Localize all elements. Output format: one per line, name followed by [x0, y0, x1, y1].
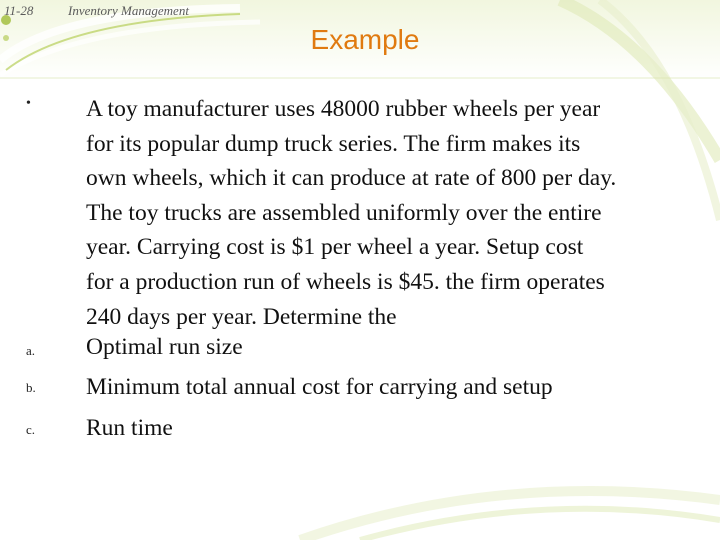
item-b-text: Minimum total annual cost for carrying and setup	[86, 374, 553, 400]
problem-line: 240 days per year. Determine the	[86, 303, 397, 330]
problem-line: own wheels, which it can produce at rate of 800 per day.	[86, 165, 617, 192]
slide-number: 11-28	[4, 3, 34, 18]
item-marker-a: a.	[26, 343, 36, 358]
item-c-text: Run time	[86, 415, 173, 441]
item-marker-b: b.	[26, 380, 36, 395]
problem-line: for a production run of wheels is $45. the firm operates	[86, 268, 605, 295]
problem-statement	[86, 92, 720, 334]
problem-line: for its popular dump truck series. The firm makes its	[86, 130, 581, 157]
bullet-marker: •	[26, 96, 31, 111]
problem-line: A toy manufacturer uses 48000 rubber wheels per year	[86, 96, 601, 122]
problem-line: year. Carrying cost is $1 per wheel a year. Setup cost	[86, 234, 584, 261]
item-marker-c: c.	[26, 422, 36, 437]
slide-title: Example	[310, 24, 420, 55]
problem-line: The toy trucks are assembled uniformly over the entire	[86, 199, 602, 226]
item-a-text: Optimal run size	[86, 334, 243, 360]
course-title: Inventory Management	[68, 3, 189, 18]
